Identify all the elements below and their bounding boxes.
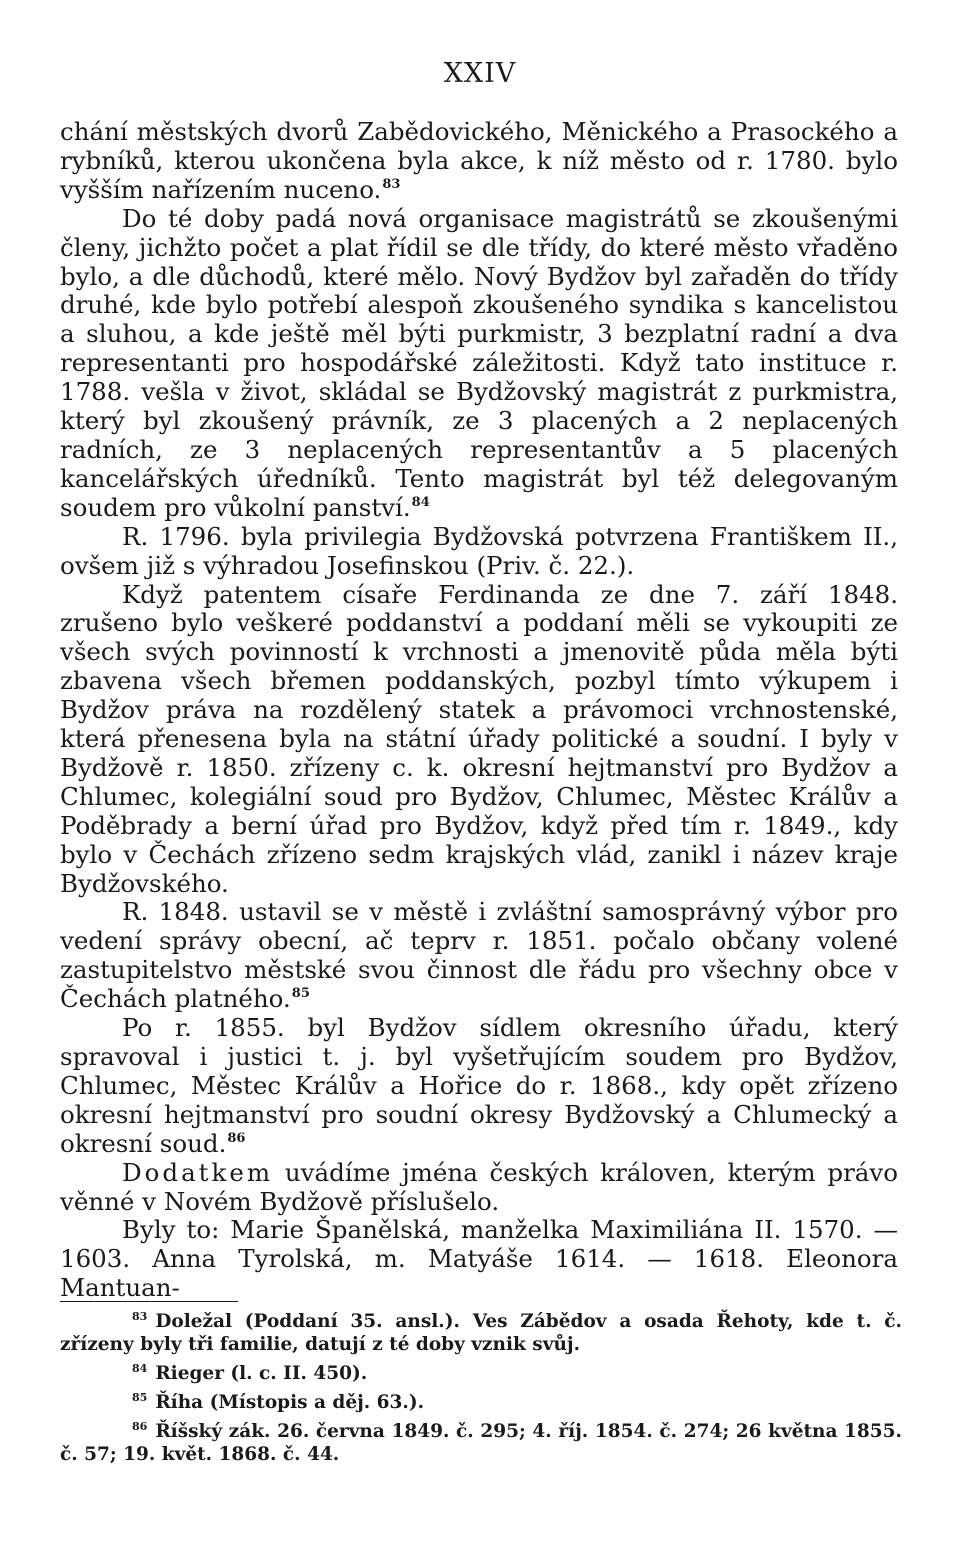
paragraph xyxy=(60,898,898,1014)
footnote-text: Rieger (l. c. II. 450). xyxy=(155,1363,368,1384)
footnote-text: Doležal (Poddaní 35. ansl.). Ves Zábědov a osada Řehoty, kde t. č. zřízeny byly tři familie, datují z té doby vznik svůj. xyxy=(60,1311,902,1355)
paragraph-text: R. 1848. ustavil se v městě i zvláštní samosprávný výbor pro vedení správy obecní, ač teprv r. 1851. počalo občany volené zastupitelstvo městské svou činnost dle řádu pro všechny obce v Čechách platného. xyxy=(60,897,898,1014)
paragraph xyxy=(60,1159,898,1217)
paragraph-text: Když patentem císaře Ferdinanda ze dne 7. září 1848. zrušeno bylo veškeré poddanství a poddaní měli se vykoupiti ze všech svých povinností k vrchnosti a jmenovitě půda měla býti zbavena všech břemen poddanských, pozbyl tímto výkupem i Bydžov práva na rozdělený statek a právomoci vrchnostenské, která přenesena byla na státní úřady politické a soudní. I byly v Bydžově r. 1850. zřízeny c. k. okresní hejtmanství pro Bydžov a Chlumec, kolegiální soud pro Bydžov, Chlumec, Městec Králův a Poděbrady a berní úřad pro Bydžov, když před tím r. 1849., kdy bylo v Čechách zřízeno sedm krajských vlád, zanikl i název kraje Bydžovského. xyxy=(60,579,898,898)
paragraph xyxy=(60,1014,898,1159)
footnote xyxy=(60,1420,902,1466)
footnote-divider xyxy=(60,1301,238,1302)
footnote-mark: 83 xyxy=(132,1310,148,1323)
footnote xyxy=(60,1362,902,1385)
paragraph xyxy=(60,523,898,581)
paragraph xyxy=(60,118,898,205)
footnote-reference: 84 xyxy=(411,494,430,510)
paragraph-text: Do té doby padá nová organisace magistrátů se zkoušenými členy, jichžto počet a plat řídil se dle třídy, do které město vřaděno bylo, a dle důchodů, které mělo. Nový Bydžov byl zařaděn do třídy druhé, kde bylo potřebí alespoň zkoušeného syndika s kancelistou a sluhou, a kde ještě měl býti purkmistr, 3 bezplatní radní a dva representanti pro hospodářské záležitosti. Když tato instituce r. 1788. vešla v život, skládal se Bydžovský magistrát z purkmistra, který byl zkoušený právník, ze 3 placených a 2 neplacených radních, ze 3 neplacených representantův a 5 placených kancelářských úředníků. Tento magistrát byl též delegovaným soudem pro vůkolní panství. xyxy=(60,203,898,522)
footnote xyxy=(60,1310,902,1356)
footnote-mark: 86 xyxy=(132,1420,148,1433)
paragraph xyxy=(60,205,898,523)
paragraph-text: Byly to: Marie Španělská, manželka Maximiliána II. 1570. — 1603. Anna Tyrolská, m. Matyáše 1614. — 1618. Eleonora Mantuan- xyxy=(60,1215,898,1303)
body-text xyxy=(60,118,898,1303)
spaced-lead-word: Dodatkem xyxy=(122,1157,274,1187)
footnote-mark: 84 xyxy=(132,1362,148,1375)
paragraph-text: uvádíme jména českých královen, kterým právo věnné v Novém Bydžově příslušelo. xyxy=(60,1157,898,1216)
footnote-mark: 85 xyxy=(132,1391,148,1404)
paragraph-text: Po r. 1855. byl Bydžov sídlem okresního úřadu, který spravoval i justici t. j. byl vyšetřujícím soudem pro Bydžov, Chlumec, Městec Králův a Hořice do r. 1868., kdy opět zřízeno okresní hejtmanství pro soudní okresy Bydžovský a Chlumecký a okresní soud. xyxy=(60,1013,898,1158)
paragraph-text: R. 1796. byla privilegia Bydžovská potvrzena Františkem II., ovšem již s výhradou Josefinskou (Priv. č. 22.). xyxy=(60,521,898,580)
footnote-reference: 86 xyxy=(227,1130,246,1146)
footnote-reference: 85 xyxy=(291,986,310,1002)
footnotes xyxy=(60,1310,902,1472)
footnote-reference: 83 xyxy=(382,176,401,192)
footnote-text: Říha (Místopis a děj. 63.). xyxy=(155,1392,425,1413)
paragraph-text: chání městských dvorů Zabědovického, Měnického a Prasockého a rybníků, kterou ukončena byla akce, k níž město od r. 1780. bylo vyšším nařízením nuceno. xyxy=(60,117,898,204)
footnote xyxy=(60,1391,902,1414)
paragraph xyxy=(60,1216,898,1303)
page-number: XXIV xyxy=(443,58,517,89)
paragraph xyxy=(60,581,898,899)
footnote-text: Říšský zák. 26. června 1849. č. 295; 4. říj. 1854. č. 274; 26 května 1855. č. 57; 19. květ. 1868. č. 44. xyxy=(60,1421,902,1465)
